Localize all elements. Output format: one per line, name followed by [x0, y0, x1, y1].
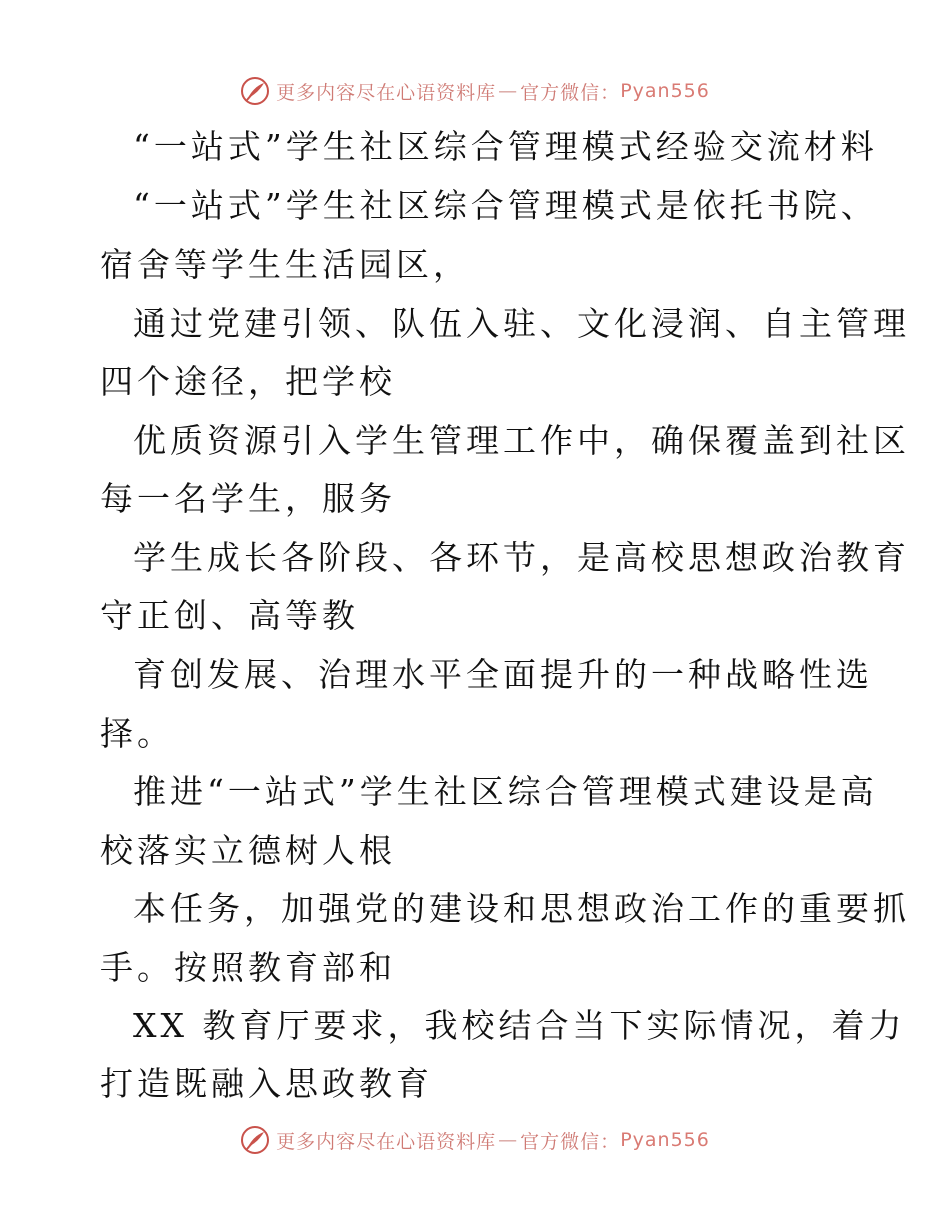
watermark-account-prefix: 官方微信：	[520, 1130, 621, 1153]
paragraph-line: 手。按照教育部和	[100, 948, 396, 987]
paragraph-line: 学生成长各阶段、各环节，是高校思想政治教育	[133, 538, 910, 577]
watermark-dash: —	[498, 1129, 519, 1151]
paragraph-line: 推进“一站式”学生社区综合管理模式建设是高	[133, 772, 878, 811]
paragraph-line: 育创发展、治理水平全面提升的一种战略性选	[133, 655, 873, 694]
watermark-account-id: Pyan556	[620, 1129, 710, 1151]
paragraph-line: 择。	[100, 714, 174, 753]
watermark-account-id: Pyan556	[620, 80, 710, 102]
feather-quill-logo-icon	[240, 1125, 270, 1155]
paragraph-line: 优质资源引入学生管理工作中，确保覆盖到社区	[133, 421, 910, 460]
document-title: “一站式”学生社区综合管理模式经验交流材料	[133, 127, 878, 166]
paragraph-line: 打造既融入思政教育	[100, 1064, 433, 1103]
paragraph-line: 本任务，加强党的建设和思想政治工作的重要抓	[133, 889, 910, 928]
paragraph-line: 每一名学生，服务	[100, 479, 396, 518]
paragraph-line: “一站式”学生社区综合管理模式是依托书院、	[133, 186, 878, 225]
watermark-dash: —	[498, 80, 519, 102]
paragraph-line: 守正创、高等教	[100, 596, 359, 635]
paragraph-line: 宿舍等学生生活园区，	[100, 245, 470, 284]
paragraph-line: 通过党建引领、队伍入驻、文化浸润、自主管理	[133, 304, 910, 343]
watermark-account-prefix: 官方微信：	[520, 81, 621, 104]
paragraph-line: 校落实立德树人根	[100, 831, 396, 870]
paragraph-line: 四个途径，把学校	[100, 362, 396, 401]
watermark-site-text: 更多内容尽在心语资料库	[276, 81, 497, 104]
watermark-site-text: 更多内容尽在心语资料库	[276, 1130, 497, 1153]
footer-watermark	[0, 1118, 950, 1162]
paragraph-line: XX 教育厅要求，我校结合当下实际情况，着力	[133, 1006, 906, 1045]
